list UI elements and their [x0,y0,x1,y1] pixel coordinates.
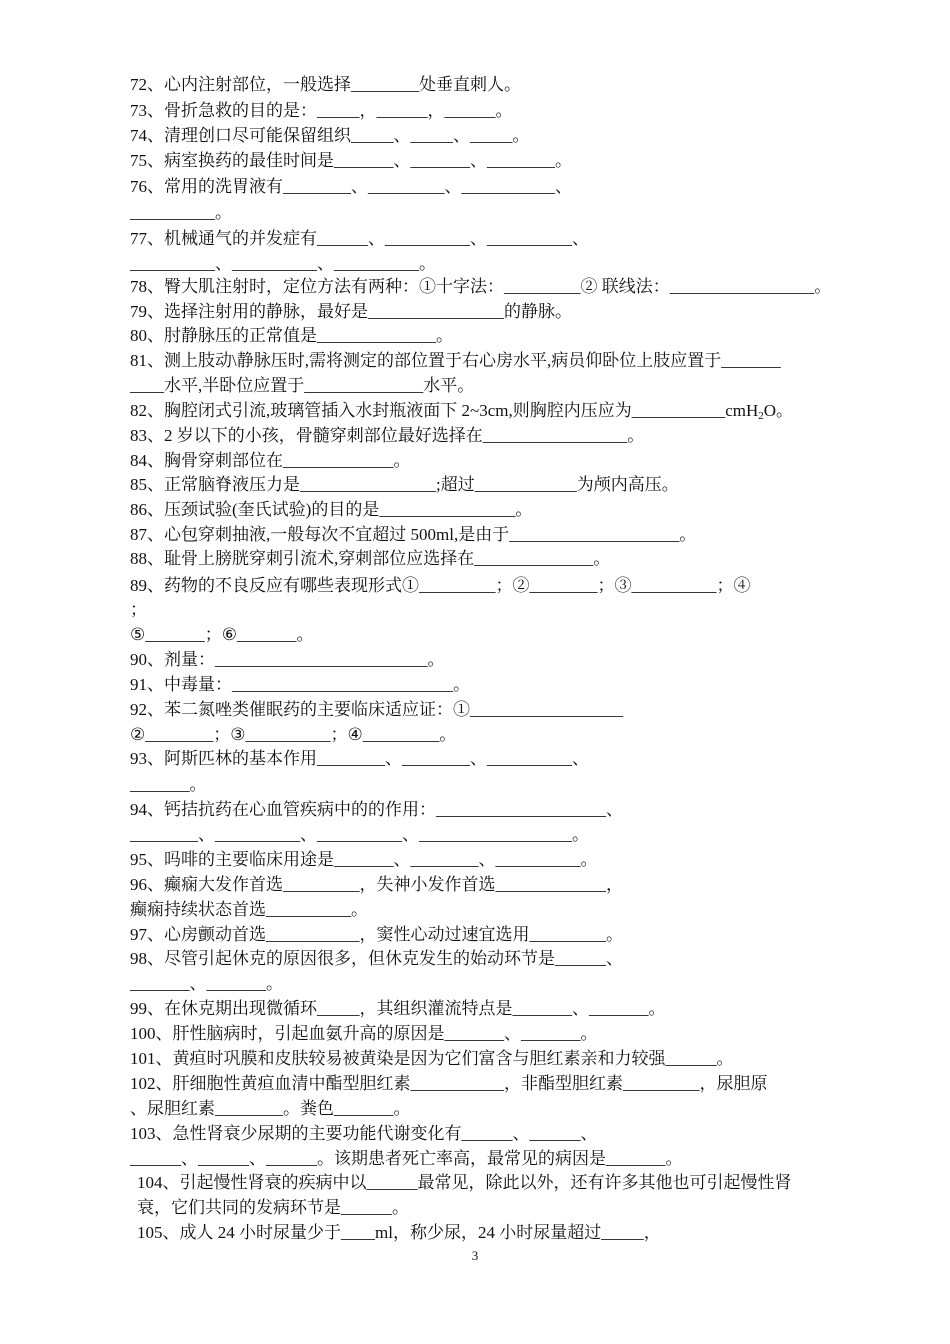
q103-line: 103、急性肾衰少尿期的主要功能代谢变化有______、______、 [130,1124,598,1143]
q105-line: 105、成人 24 小时尿量少于____ml，称少尿，24 小时尿量超过_____， [137,1223,661,1242]
q91-line: 91、中毒量：__________________________。 [130,675,470,694]
subscript-2: 2 [758,410,764,422]
q92-line-cont: ②________；③__________；④_________。 [130,725,457,744]
q102-line: 102、肝细胞性黄疸血清中酯型胆红素___________，非酯型胆红素_________，尿胆原 [130,1074,768,1093]
q77-line: 77、机械通气的并发症有______、__________、__________、 [130,229,589,248]
q81-line-cont: ____水平,半卧位应置于______________水平。 [130,376,475,395]
q81-line: 81、测上肢动\静脉压时,需将测定的部位置于右心房水平,病员仰卧位上肢应置于_______ [130,351,781,370]
q89-line-semicolon: ； [130,600,147,619]
q78-line: 78、臀大肌注射时，定位方法有两种：①十字法：_________② 联线法：_________________。 [130,277,832,296]
q104-line-cont: 衰，它们共同的发病环节是______。 [137,1198,409,1217]
q98-line: 98、尽管引起休克的原因很多，但休克发生的始动环节是______、 [130,949,623,968]
q94-line: 94、钙拮抗药在心血管疾病中的的作用：____________________、 [130,800,623,819]
q93-line-cont: _______。 [130,775,207,794]
q99-line: 99、在休克期出现微循环_____，其组织灌流特点是_______、_______。 [130,999,666,1018]
q96-line: 96、癫痫大发作首选_________，失神小发作首选_____________， [130,875,623,894]
q94-line-cont: ________、__________、__________、__________________。 [130,825,589,844]
q88-line: 88、耻骨上膀胱穿刺引流术,穿刺部位应选择在______________。 [130,549,611,568]
q86-line: 86、压颈试验(奎氏试验)的目的是________________。 [130,500,533,519]
q90-line: 90、剂量：_________________________。 [130,650,445,669]
q101-line: 101、黄疸时巩膜和皮肤较易被黄染是因为它们富含与胆红素亲和力较强______。 [130,1049,734,1068]
q79-line: 79、选择注射用的静脉，最好是________________的静脉。 [130,302,572,321]
q82-text: 82、胸腔闭式引流,玻璃管插入水封瓶液面下 2~3cm,则胸腔内压应为___________cmH [130,401,759,420]
page-number: 3 [471,1248,479,1263]
q74-line: 74、清理创口尽可能保留组织_____、_____、_____。 [130,126,530,145]
q72-line: 72、心内注射部位，一般选择________处垂直刺人。 [130,75,521,94]
q82-line [130,399,793,423]
q84-line: 84、胸骨穿刺部位在_____________。 [130,451,411,470]
q102-line-cont: 、尿胆红素________。粪色_______。 [130,1099,411,1118]
q100-line: 100、肝性脑病时，引起血氨升高的原因是_______、_______。 [130,1024,598,1043]
q103-line-cont: ______、______、______。该期患者死亡率高，最常见的病因是_______。 [130,1149,683,1168]
q82-text-end: O。 [763,401,794,420]
q93-line: 93、阿斯匹林的基本作用________、________、__________、 [130,749,589,768]
q83-line: 83、2 岁以下的小孩，骨髓穿刺部位最好选择在_________________。 [130,426,645,445]
q95-line: 95、吗啡的主要临床用途是_______、________、__________。 [130,850,598,869]
q89-line-cont: ⑤_______；⑥_______。 [130,625,314,644]
q98-line-cont: _______、_______。 [130,974,283,993]
q76-line: 76、常用的洗胃液有________、_________、___________、 [130,177,572,196]
q96-line-cont: 癫痫持续状态首选__________。 [130,900,368,919]
q75-line: 75、病室换药的最佳时间是_______、_______、________。 [130,151,572,170]
q87-line: 87、心包穿刺抽液,一般每次不宜超过 500ml,是由于____________________。 [130,525,697,544]
q92-line: 92、苯二氮唑类催眠药的主要临床适应证：①__________________ [130,700,623,719]
q80-line: 80、肘静脉压的正常值是______________。 [130,326,453,345]
q76-line-cont: __________。 [130,203,232,222]
q85-line: 85、正常脑脊液压力是________________;超过____________为颅内高压。 [130,475,679,494]
q97-line: 97、心房颤动首选___________，窦性心动过速宜选用_________。 [130,925,623,944]
q104-line: 104、引起慢性肾衰的疾病中以______最常见，除此以外，还有许多其他也可引起慢性肾 [137,1173,792,1192]
q73-line: 73、骨折急救的目的是：_____，______，______。 [130,101,513,120]
q89-line: 89、药物的不良反应有哪些表现形式①_________；②________；③__________；④ [130,576,751,595]
q77-line-cont: __________、__________、__________。 [130,254,436,273]
